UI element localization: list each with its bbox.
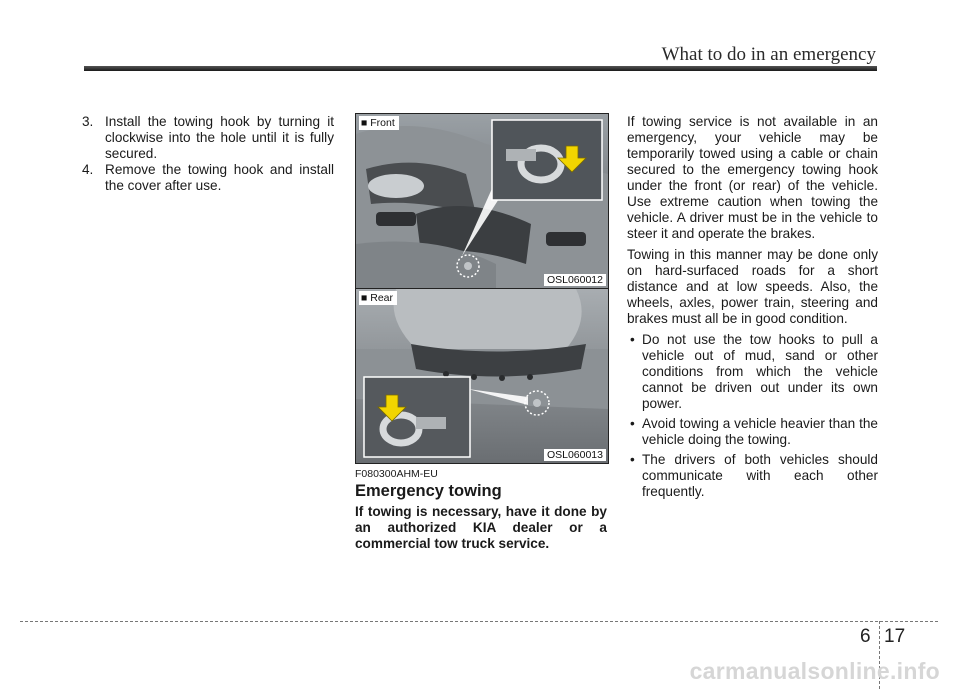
paragraph: If towing service is not available in an emergency, your vehicle may be temporarily towed using a cable or chain secured to the emergency towing hook under the front (or rear) of the vehicle. Use extreme caution when towing the vehicle. A driver must be in the vehicle to steer it and operate the brakes. xyxy=(627,114,878,241)
section-heading: Emergency towing xyxy=(355,482,502,500)
section-bold-text: If towing is necessary, have it done by an authorized KIA dealer or a commercial tow truck service. xyxy=(355,504,607,551)
front-figure-label: ■ Front xyxy=(359,116,399,130)
front-hook-figure xyxy=(355,113,609,289)
header-title: What to do in an emergency xyxy=(661,44,876,65)
step-number: 3. xyxy=(82,114,94,129)
step-number: 4. xyxy=(82,162,94,177)
bullet-text: Do not use the tow hooks to pull a vehicle out of mud, sand or other conditions from which the vehicle cannot be driven out under its own power. xyxy=(642,332,878,411)
rear-figure-code: OSL060013 xyxy=(544,449,606,461)
chapter-number: 6 xyxy=(860,626,871,647)
footer-rule xyxy=(20,621,938,622)
bullet-dot-icon: • xyxy=(630,416,635,431)
step-item xyxy=(82,114,334,162)
bullet-text: Avoid towing a vehicle heavier than the vehicle doing the towing. xyxy=(642,416,878,447)
bullet-text: The drivers of both vehicles should communicate with each other frequently. xyxy=(642,452,878,499)
paragraph: Towing in this manner may be done only on hard-surfaced roads for a short distance and at low speeds. Also, the wheels, axles, power train, steering and brakes must all be in good condition. xyxy=(627,247,878,326)
bullet-dot-icon: • xyxy=(630,452,635,467)
step-list xyxy=(82,114,334,194)
front-car-illustration xyxy=(356,114,608,288)
bullet-dot-icon: • xyxy=(630,332,635,347)
step-text: Install the towing hook by turning it clockwise into the hole until it is fully secured. xyxy=(105,114,334,161)
rear-hook-figure xyxy=(355,288,609,464)
bullet-list xyxy=(627,332,878,500)
page-number: 17 xyxy=(884,626,906,647)
right-column xyxy=(627,114,878,504)
step-text: Remove the towing hook and install the cover after use. xyxy=(105,162,334,193)
watermark: carmanualsonline.info xyxy=(689,658,940,684)
section-code: F080300AHM-EU xyxy=(355,468,438,480)
left-column xyxy=(82,114,334,194)
header-rule xyxy=(84,66,877,71)
step-item xyxy=(82,162,334,194)
bullet-item xyxy=(627,452,878,500)
front-figure-code: OSL060012 xyxy=(544,274,606,286)
rear-figure-label: ■ Rear xyxy=(359,291,397,305)
bullet-item xyxy=(627,332,878,412)
bullet-item xyxy=(627,416,878,448)
rear-car-illustration xyxy=(356,289,608,463)
